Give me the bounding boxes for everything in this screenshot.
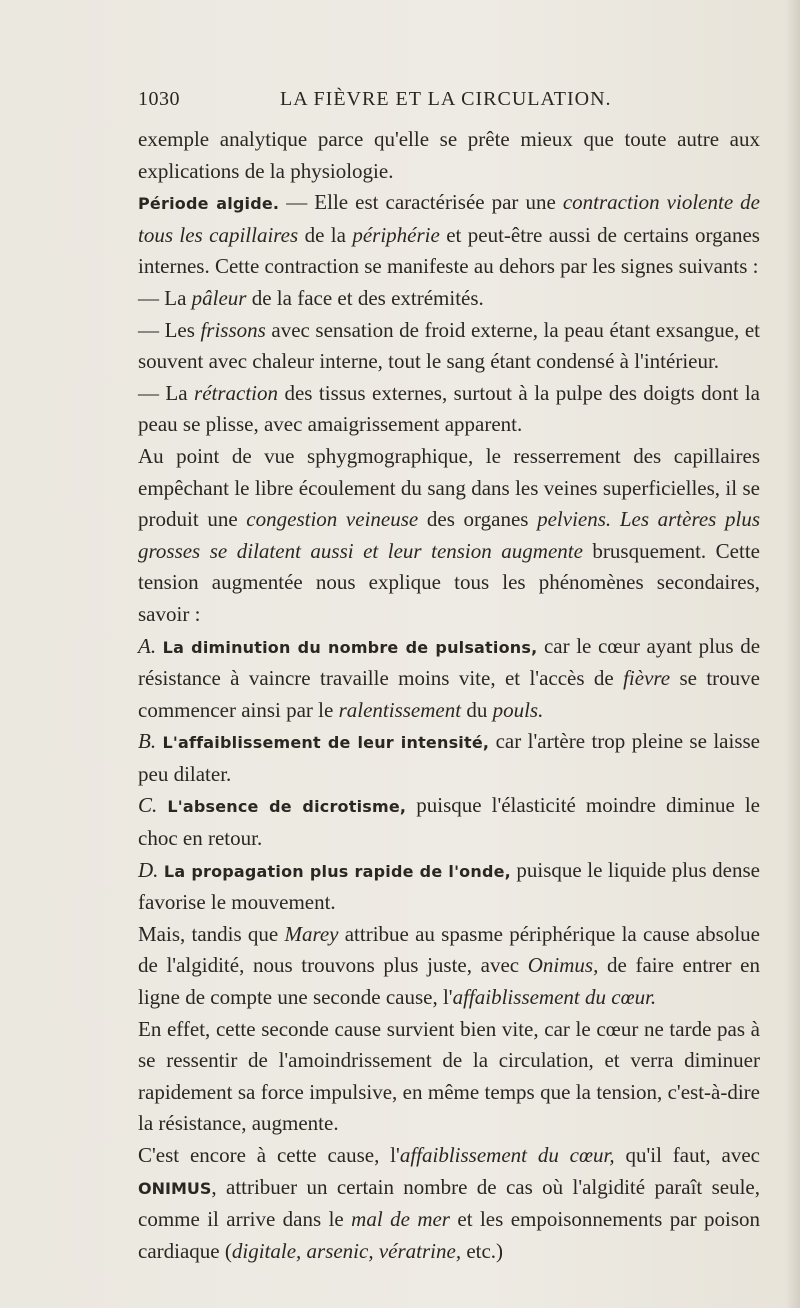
paragraph-item-c: C. L'absence de dicrotisme, puisque l'élasticité moindre diminue le choc en retour.: [138, 793, 760, 851]
item-label: L'affaiblissement de leur intensité,: [162, 733, 490, 753]
body-text: [138, 124, 760, 1267]
paragraph-en-effet: En effet, cette seconde cause survient bien vite, car le cœur ne tarde pas à se ressentir de l'amoindrissement de la circulation, et verra diminuer rapidement sa force impulsive, en même temps que la tension, c'est-à-dire la résistance, augmente.: [138, 1016, 760, 1136]
running-title: LA FIÈVRE ET LA CIRCULATION.: [280, 88, 612, 110]
page-edge-shadow: [786, 0, 800, 1308]
paragraph-item-a: A. La diminution du nombre de pulsations, car le cœur ayant plus de résistance à vaincre travaille moins vite, et l'accès de fièvre se trouve commencer ainsi par le ralentissement du pouls.: [138, 633, 761, 722]
item-letter: D.: [138, 857, 159, 882]
paragraph-periode-algide: Période algide. — Elle est caractérisée par une contraction violente de tous les capillaires de la périphérie et peut-être aussi de certains organes internes. Cette contraction se manifeste au dehors par les signes suivants :: [138, 190, 761, 279]
section-label: Période algide.: [138, 194, 280, 214]
paragraph-sphygmographique: Au point de vue sphygmographique, le resserrement des capillaires empêchant le libre écoulement du sang dans les veines superficielles, il se produit une congestion veineuse des organes pelviens. Les artères plus grosses se dilatent aussi et leur tension augmente brusquement. Cette tension augmentée nous explique tous les phénomènes secondaires, savoir :: [138, 443, 761, 626]
item-label: La propagation plus rapide de l'onde,: [163, 861, 511, 881]
paragraph: exemple analytique parce qu'elle se prête mieux que toute autre aux explications de la physiologie.: [138, 127, 760, 183]
paragraph-frissons: — Les frissons avec sensation de froid externe, la peau étant exsangue, et souvent avec chaleur interne, tout le sang étant condensé à l'intérieur.: [138, 317, 760, 374]
paragraph-paleur: — La pâleur de la face et des extrémités.: [138, 285, 484, 310]
item-letter: B.: [138, 729, 157, 754]
page-number: 1030: [138, 88, 180, 110]
paragraph-onimus: C'est encore à cette cause, l'affaiblissement du cœur, qu'il faut, avec ONIMUS, attribuer un certain nombre de cas où l'algidité paraît seule, comme il arrive dans le mal de mer et les empoisonnements par poison cardiaque (digitale, arsenic, vératrine, etc.): [138, 1143, 761, 1263]
paragraph-retraction: — La rétraction des tissus externes, surtout à la pulpe des doigts dont la peau se plisse, avec amaigrissement apparent.: [138, 380, 760, 437]
running-header: [138, 88, 760, 118]
item-label: L'absence de dicrotisme,: [167, 797, 407, 817]
item-letter: A.: [138, 633, 157, 658]
paragraph-item-b: B. L'affaiblissement de leur intensité, car l'artère trop pleine se laisse peu dilater.: [138, 729, 760, 786]
paragraph-marey: Mais, tandis que Marey attribue au spasme périphérique la cause absolue de l'algidité, nous trouvons plus juste, avec Onimus, de faire entrer en ligne de compte une seconde cause, l'affaiblissement du cœur.: [138, 921, 760, 1010]
paragraph-item-d: D. La propagation plus rapide de l'onde, puisque le liquide plus dense favorise le mouvement.: [138, 857, 760, 915]
item-letter: C.: [138, 793, 158, 818]
item-label: La diminution du nombre de pulsations,: [162, 637, 538, 657]
